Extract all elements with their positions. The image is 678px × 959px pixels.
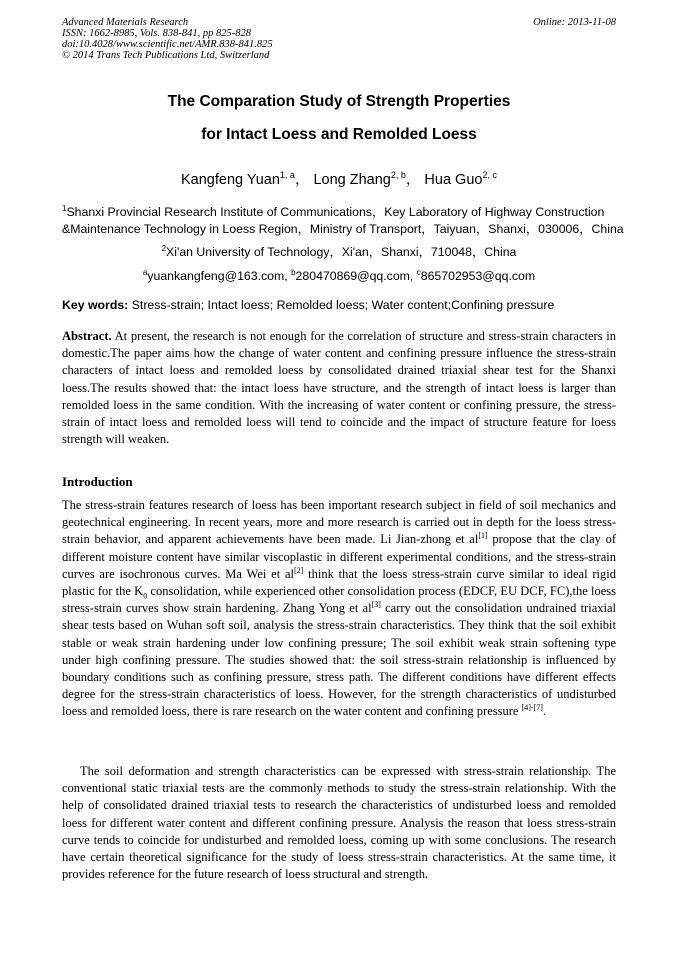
author-name: Long Zhang: [313, 172, 391, 188]
journal-header: [62, 17, 273, 61]
doi-link[interactable]: doi:10.4028/www.scientific.net/AMR.838-841.825: [62, 39, 273, 50]
keywords: [62, 298, 616, 312]
abstract-label: Abstract.: [62, 329, 112, 343]
author-name: Hua Guo: [424, 172, 483, 188]
citation-ref[interactable]: [2]: [294, 565, 304, 575]
keywords-text: Stress-strain; Intact loess; Remolded loess; Water content;Confining pressure: [128, 298, 555, 312]
email-a[interactable]: yuankangfeng@163.com,: [147, 269, 292, 283]
author-separator: ，: [405, 172, 421, 188]
copyright-line: © 2014 Trans Tech Publications Ltd, Switzerland: [62, 50, 270, 61]
affiliation-1-line1: Shanxi Provincial Research Institute of Communications，Key Laboratory of Highway Construction: [66, 205, 605, 219]
email-list: [62, 268, 616, 285]
affiliation-2-text: Xi'an University of Technology，Xi'an，Shanxi，710048，China: [166, 245, 517, 259]
affil-sup: 2: [161, 243, 167, 253]
intro-paragraph-1: [62, 497, 616, 721]
email-c[interactable]: 865702953@qq.com: [420, 269, 536, 283]
abstract: [62, 328, 616, 448]
intro-text: The stress-strain features research of loess has been important research subject in field of soil mechanics and geotechnical engineering. In recent years, more and more research is carried out in depth for the loess stress-strain behavior, and apparent achievements have been made. Li Jian-zhong et al: [62, 498, 616, 547]
citation-ref[interactable]: [3]: [371, 600, 381, 610]
email-sup: c: [416, 267, 421, 277]
intro-text: .: [542, 704, 547, 719]
affiliation-1: [62, 203, 624, 238]
affiliation-2: [62, 244, 616, 261]
author-affil-sup: 2, b: [390, 170, 406, 181]
author-affil-sup: 2, c: [482, 170, 497, 181]
k0-subscript: 0: [143, 591, 148, 601]
citation-ref[interactable]: [4]-[7]: [521, 703, 543, 713]
intro-text: carry out the consolidation undrained triaxial shear tests based on Wuhan soft soil, analysis the stress-strain characteristics. They think that the soil exhibit stable or weak strain hardening under low confining pressure; The soil exhibit weak strain softening type under high confining pressure. The studies showed that: the soil stress-strain relationship is influenced by boundary conditions such as confining pressure, stress path. The different conditions have different effects degree for the stress-strain characteristics of loess. However, for the strength characteristics of undisturbed loess and remolded loess, there is rare research on the water content and confining pressure: [62, 601, 616, 719]
affil-sup: 1: [62, 203, 67, 213]
section-heading-introduction: Introduction: [62, 474, 133, 489]
paper-title-line2: for Intact Loess and Remolded Loess: [201, 126, 477, 143]
intro-paragraph-2: The soil deformation and strength characteristics can be expressed with stress-strain relationship. The conventional static triaxial tests are the commonly methods to study the stress-strain relationship. With the help of consolidated drained triaxial tests to research the characteristics of undisturbed loess and remolded loess for different water content and different confining pressure. Analysis the reason that loess stress-strain curve tends to coincide for undisturbed and remolded loess, coming up with some conclusions. The research have certain theoretical significance for the study of loess stress-strain characteristics. At the same time, it provides reference for the future research of loess structural and strength.: [62, 764, 616, 882]
paper-title-line1: The Comparation Study of Strength Properties: [167, 93, 511, 110]
author-separator: ，: [294, 172, 310, 188]
author-name: Kangfeng Yuan: [181, 172, 280, 188]
issn-line: ISSN: 1662-8985, Vols. 838-841, pp 825-828: [62, 28, 251, 39]
keywords-label: Key words:: [62, 298, 129, 312]
email-sup: a: [142, 267, 148, 277]
online-date: Online: 2013-11-08: [533, 17, 616, 28]
citation-ref[interactable]: [1]: [478, 531, 488, 541]
intro-text: consolidation, while experienced other consolidation process (EDCF, EU DCF, FC),the loess stress-strain curves show strain hardening. Zhang Yong et al: [62, 584, 616, 616]
intro-text: think that the loess stress-strain curve similar to ideal rigid plastic for the K: [62, 566, 616, 599]
journal-name: Advanced Materials Research: [62, 17, 189, 28]
abstract-text: At present, the research is not enough for the correlation of structure and stress-strain characters in domestic.The paper aims how the change of water content and confining pressure influence the stress-strain characters of intact loess and remolded loess by consolidated drained triaxial shear test for the Shanxi loess.The results showed that: the intact loess have structure, and the strength of intact loess is larger than remolded loess in the same condition. With the increasing of water content or confining pressure, the stress-strain of intact loess and remolded loess will tend to coincide and the impact of structure feature for loess strength will weaken.: [62, 329, 616, 447]
intro-text: propose that the clay of different moisture content have similar viscoplastic in different experimental conditions, and the stress-strain curves are isochronous curves. Ma Wei et al: [62, 532, 616, 581]
author-list: [0, 168, 678, 189]
affiliation-1-line2: &Maintenance Technology in Loess Region，Ministry of Transport，Taiyuan，Shanxi，030006，China: [62, 222, 624, 236]
author-affil-sup: 1, a: [279, 170, 295, 181]
email-sup: b: [291, 267, 296, 277]
email-b[interactable]: 280470869@qq.com,: [295, 269, 417, 283]
